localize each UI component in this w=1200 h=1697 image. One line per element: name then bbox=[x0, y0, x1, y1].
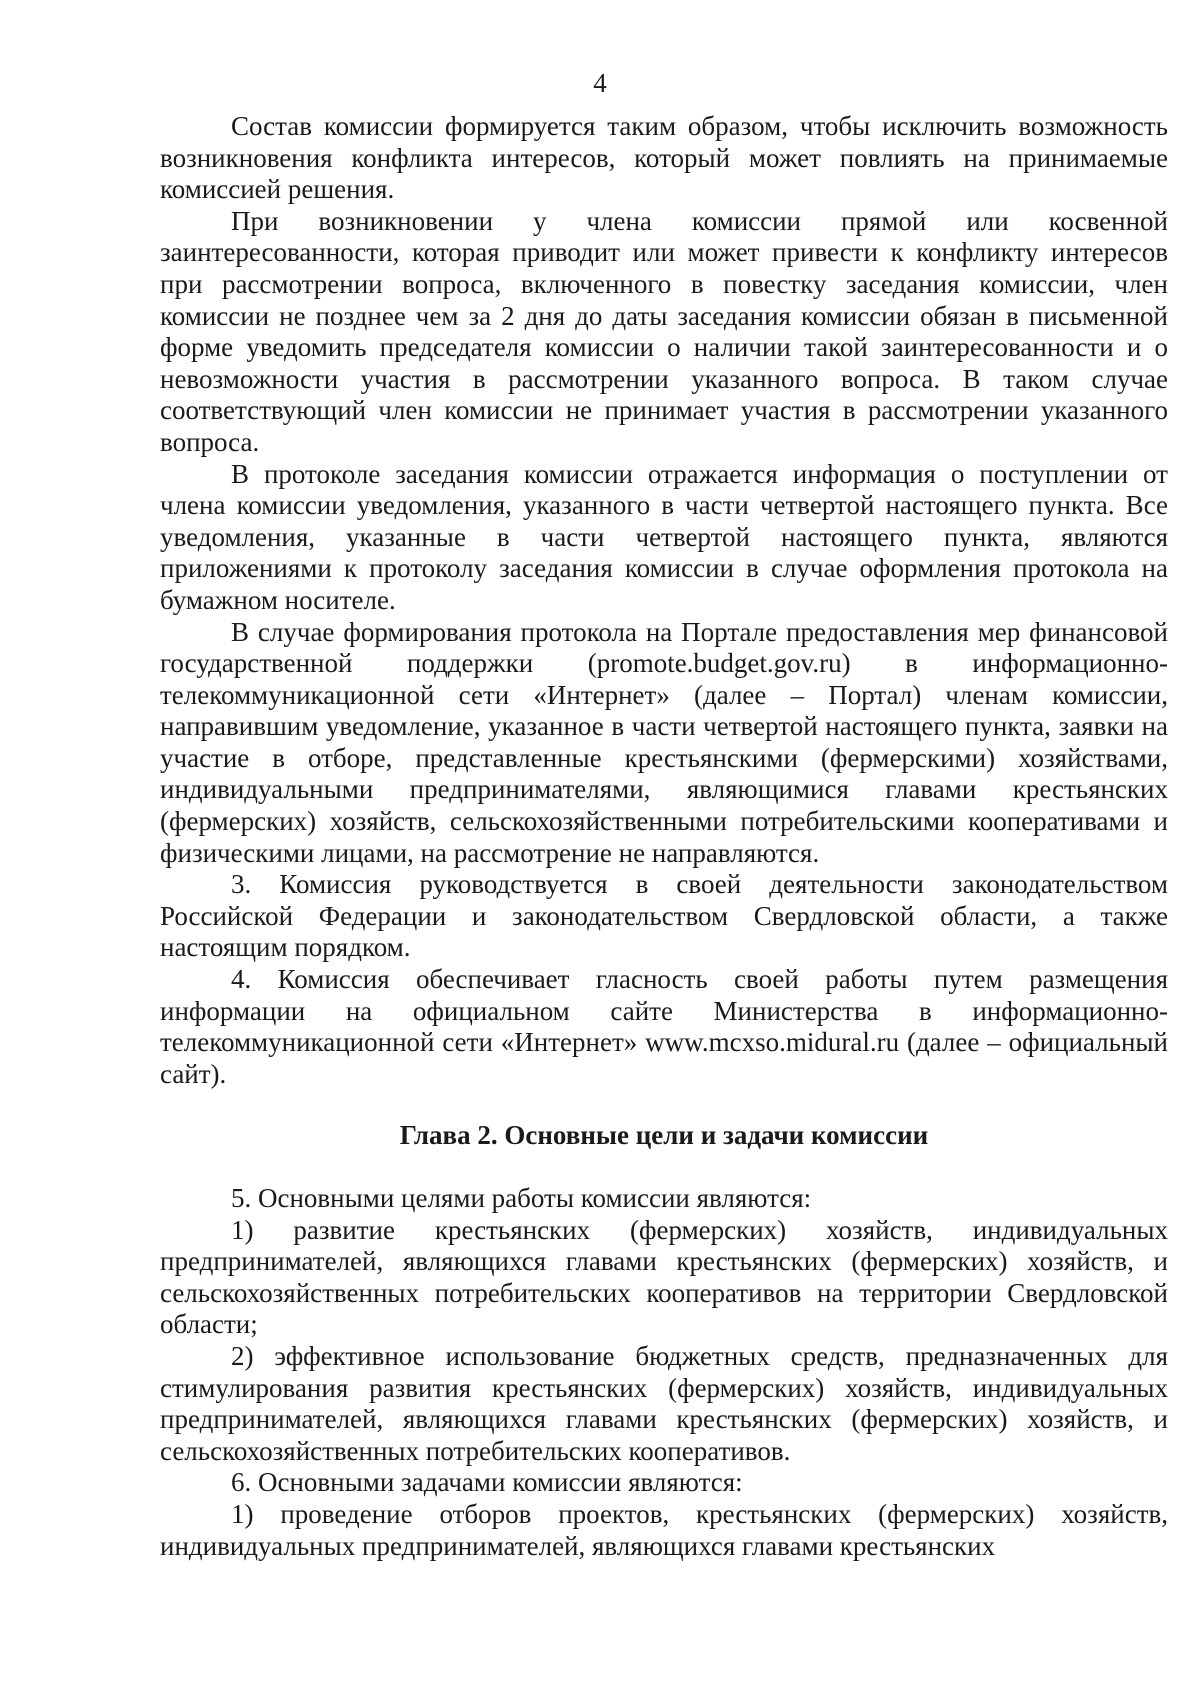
paragraph-item-4: 4. Комиссия обеспечивает гласность своей работы путем размещения информации на официальном сайте Министерства в информационно-телекоммуникационной сети «Интернет» www.mcxso.midural.ru (далее – официальный сайт). bbox=[160, 964, 1168, 1089]
chapter-heading: Глава 2. Основные цели и задачи комиссии bbox=[399, 1120, 929, 1151]
paragraph-protocol-notification: В протоколе заседания комиссии отражается информация о поступлении от члена комиссии уведомления, указанного в части четвертой настоящего пункта. Все уведомления, указанные в части четвертой настоящего пункта, являются приложениями к протоколу заседания комиссии в случае оформления протокола на бумажном носителе. bbox=[160, 458, 1168, 615]
paragraph-task-1: 1) проведение отборов проектов, крестьянских (фермерских) хозяйств, индивидуальных предпринимателей, являющихся главами крестьянских bbox=[160, 1498, 1168, 1561]
document-body bbox=[160, 111, 1168, 1562]
paragraph-goal-2: 2) эффективное использование бюджетных средств, предназначенных для стимулирования развития крестьянских (фермерских) хозяйств, индивидуальных предпринимателей, являющихся главами крестьянских (фермерских) хозяйств, и сельскохозяйственных потребительских кооперативов. bbox=[160, 1340, 1168, 1466]
paragraph-conflict-of-interest: При возникновении у члена комиссии прямой или косвенной заинтересованности, которая приводит или может привести к конфликту интересов при рассмотрении вопроса, включенного в повестку заседания комиссии, член комиссии не позднее чем за 2 дня до даты заседания комиссии обязан в письменной форме уведомить председателя комиссии о наличии такой заинтересованности и о невозможности участия в рассмотрении указанного вопроса. В таком случае соответствующий член комиссии не принимает участия в рассмотрении указанного вопроса. bbox=[160, 205, 1168, 457]
page-number: 4 bbox=[593, 68, 607, 98]
paragraph-commission-composition: Состав комиссии формируется таким образом, чтобы исключить возможность возникновения конфликта интересов, который может повлиять на принимаемые комиссией решения. bbox=[160, 111, 1168, 205]
paragraph-item-3: 3. Комиссия руководствуется в своей деятельности законодательством Российской Федерации и законодательством Свердловской области, а также настоящим порядком. bbox=[160, 869, 1168, 963]
paragraph-item-6: 6. Основными задачами комиссии являются: bbox=[231, 1467, 743, 1498]
paragraph-item-5: 5. Основными целями работы комиссии являются: bbox=[231, 1183, 812, 1213]
paragraph-goal-1: 1) развитие крестьянских (фермерских) хозяйств, индивидуальных предпринимателей, являющихся главами крестьянских (фермерских) хозяйств, и сельскохозяйственных потребительских кооперативов на территории Свердловской области; bbox=[160, 1214, 1168, 1340]
paragraph-portal-protocol: В случае формирования протокола на Портале предоставления мер финансовой государственной поддержки (promote.budget.gov.ru) в информационно-телекоммуникационной сети «Интернет» (далее – Портал) членам комиссии, направившим уведомление, указанное в части четвертой настоящего пункта, заявки на участие в отборе, представленные крестьянскими (фермерскими) хозяйствами, индивидуальными предпринимателями, являющимися главами крестьянских (фермерских) хозяйств, сельскохозяйственными потребительскими кооперативами и физическими лицами, на рассмотрение не направляются. bbox=[160, 616, 1168, 868]
